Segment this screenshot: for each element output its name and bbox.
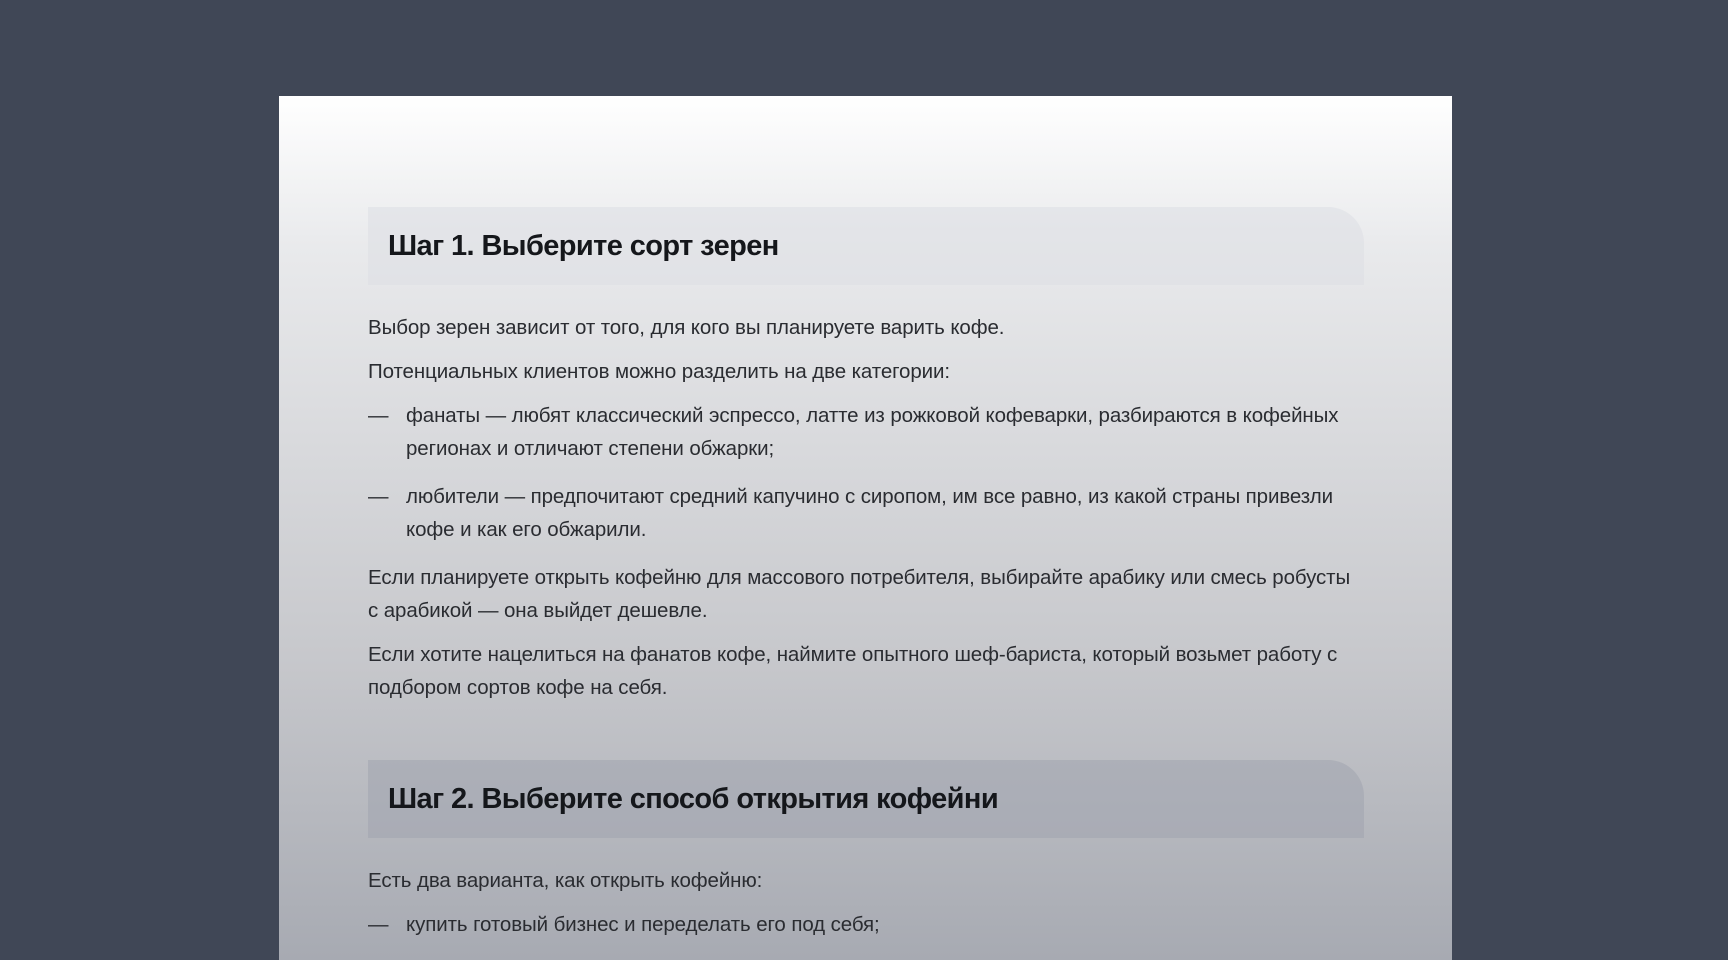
list-item-text: купить готовый бизнес и переделать его под себя; [406,913,880,937]
list-item-text: фанаты — любят классический эспрессо, латте из рожковой кофеварки, разбираются в кофейных регионах и отличают степени обжарки; [406,404,1339,461]
step-1-heading: Шаг 1. Выберите сорт зерен [368,207,1364,285]
article-content [368,183,1364,956]
step-1-paragraph-4: Если хотите нацелиться на фанатов кофе, наймите опытного шеф-бариста, который возьмет работу с подбором сортов кофе на себя. [368,643,1338,700]
step-1-paragraph-1: Выбор зерен зависит от того, для кого вы планируете варить кофе. [368,316,1005,340]
step-2-paragraph-1: Есть два варианта, как открыть кофейню: [368,869,763,893]
dash-marker: — [368,485,389,509]
step-1-client-list [368,399,1364,546]
step-2-heading: Шаг 2. Выберите способ открытия кофейни [368,760,1364,838]
list-item-fans [368,399,1364,465]
list-item-amateurs [368,480,1364,546]
dash-marker: — [368,913,389,937]
dash-marker: — [368,404,389,428]
list-item-buy-business [368,908,1364,941]
step-1-paragraph-3: Если планируете открыть кофейню для массового потребителя, выбирайте арабику или смесь робусты с арабикой — она выйдет дешевле. [368,566,1351,623]
list-item-text: любители — предпочитают средний капучино с сиропом, им все равно, из какой страны привезли кофе и как его обжарили. [406,485,1334,542]
article-page [279,96,1452,960]
step-1-paragraph-2: Потенциальных клиентов можно разделить на две категории: [368,360,950,384]
step-2-options-list [368,908,1364,941]
